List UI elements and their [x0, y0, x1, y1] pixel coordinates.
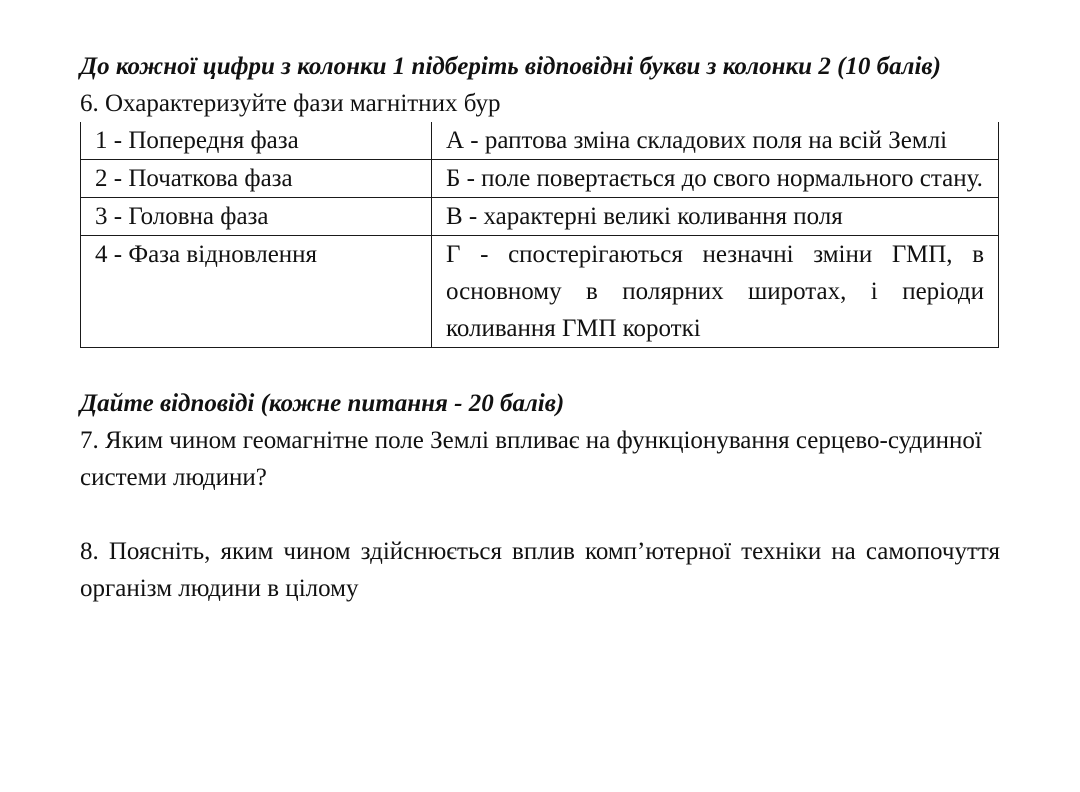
- table-row: [81, 236, 999, 348]
- spacer: [80, 348, 1000, 385]
- description-cell: В - характерні великі коливання поля: [432, 198, 999, 236]
- description-cell: Б - поле повертається до свого нормального стану.: [432, 160, 999, 198]
- table-row: [81, 198, 999, 236]
- description-cell: А - раптова зміна складових поля на всій Землі: [432, 122, 999, 160]
- question-7: 7. Яким чином геомагнітне поле Землі впливає на функціонування серцево-судинної системи людини?: [80, 427, 982, 491]
- description-cell: Г - спостерігаються незначні зміни ГМП, в основному в полярних широтах, і періоди коливання ГМП короткі: [432, 236, 999, 348]
- spacer: [80, 496, 1000, 533]
- table-row: [81, 160, 999, 198]
- question-6: 6. Охарактеризуйте фази магнітних бур: [80, 90, 501, 117]
- section2-heading: Дайте відповіді (кожне питання - 20 балів): [80, 390, 565, 417]
- table-row: [81, 122, 999, 160]
- document-body: [80, 48, 1000, 607]
- section1-heading: До кожної цифри з колонки 1 підберіть відповідні букви з колонки 2 (10 балів): [80, 53, 941, 80]
- phase-cell: 1 - Попередня фаза: [81, 122, 432, 160]
- question-8: 8. Поясніть, яким чином здійснюється вплив комп’ютерної техніки на самопочуття організм людини в цілому: [80, 538, 1000, 602]
- phase-cell: 2 - Початкова фаза: [81, 160, 432, 198]
- phase-cell: 3 - Головна фаза: [81, 198, 432, 236]
- matching-table: [80, 122, 999, 348]
- phase-cell: 4 - Фаза відновлення: [81, 236, 432, 348]
